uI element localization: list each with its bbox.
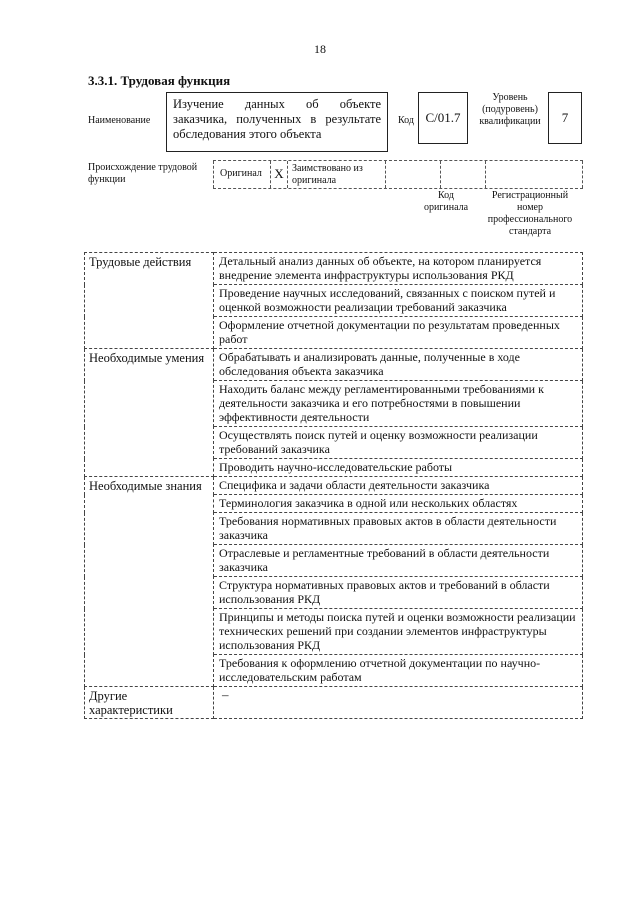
table-cell: Проводить научно-исследовательские работы (214, 459, 583, 477)
table-cell: Проведение научных исследований, связанных с поиском путей и оценкой возможности реализации требований заказчика (214, 285, 583, 317)
table-row (85, 477, 583, 495)
table-cell: Оформление отчетной документации по результатам проведенных работ (214, 317, 583, 349)
reg-caption: Регистрационный номер профессионального стандарта (487, 190, 573, 237)
name-label: Наименование (88, 115, 151, 126)
table-cell: Структура нормативных правовых актов и требований в области использования РКД (214, 577, 583, 609)
table-cell: Обрабатывать и анализировать данные, полученные в ходе обследования объекта заказчика (214, 349, 583, 381)
code-caption: Код оригинала (423, 190, 469, 213)
level-label: Уровень (подуровень) квалификации (479, 92, 541, 127)
origin-reg-cell (485, 161, 583, 188)
section-title: 3.3.1. Трудовая функция (88, 73, 231, 88)
origin-row (213, 160, 583, 189)
table-cell: Отраслевые и регламентные требований в области деятельности заказчика (214, 545, 583, 577)
table-cell: Терминология заказчика в одной или нескольких областях (214, 495, 583, 513)
table-cell: – (214, 687, 583, 719)
table-cell: Специфика и задачи области деятельности заказчика (214, 477, 583, 495)
section-title-actions: Трудовые действия (85, 253, 214, 349)
function-code: С/01.7 (418, 92, 468, 144)
section-title-skills: Необходимые умения (85, 349, 214, 477)
origin-mark: X (270, 161, 287, 188)
table-cell: Находить баланс между регламентированными требованиями к деятельности заказчика и его потребностями в повышении эффективности деятельности (214, 381, 583, 427)
table-cell: Требования нормативных правовых актов в области деятельности заказчика (214, 513, 583, 545)
origin-borrowed: Заимствовано из оригинала (287, 161, 385, 188)
table-row (85, 253, 583, 285)
table-cell: Требования к оформлению отчетной документации по научно-исследовательским работам (214, 655, 583, 687)
origin-label: Происхождение трудовой функции (88, 162, 198, 185)
code-label: Код (398, 115, 414, 126)
origin-original: Оригинал (213, 161, 270, 188)
table-cell: Детальный анализ данных об объекте, на котором планируется внедрение элемента инфраструктуры использования РКД (214, 253, 583, 285)
function-table (84, 252, 583, 719)
section-title-other: Другие характеристики (85, 687, 214, 719)
section-title-knowledge: Необходимые знания (85, 477, 214, 687)
table-cell: Осуществлять поиск путей и оценку возможности реализации требований заказчика (214, 427, 583, 459)
table-row (85, 349, 583, 381)
origin-empty-cell (385, 161, 440, 188)
table-cell: Принципы и методы поиска путей и оценки возможности реализации технических решений при создании элементов инфраструктуры использования РКД (214, 609, 583, 655)
function-name: Изучение данных об объекте заказчика, полученных в результате обследования этого объекта (166, 92, 388, 152)
level-value: 7 (548, 92, 582, 144)
table-row (85, 687, 583, 719)
page-number: 18 (314, 42, 326, 56)
origin-code-cell (440, 161, 485, 188)
